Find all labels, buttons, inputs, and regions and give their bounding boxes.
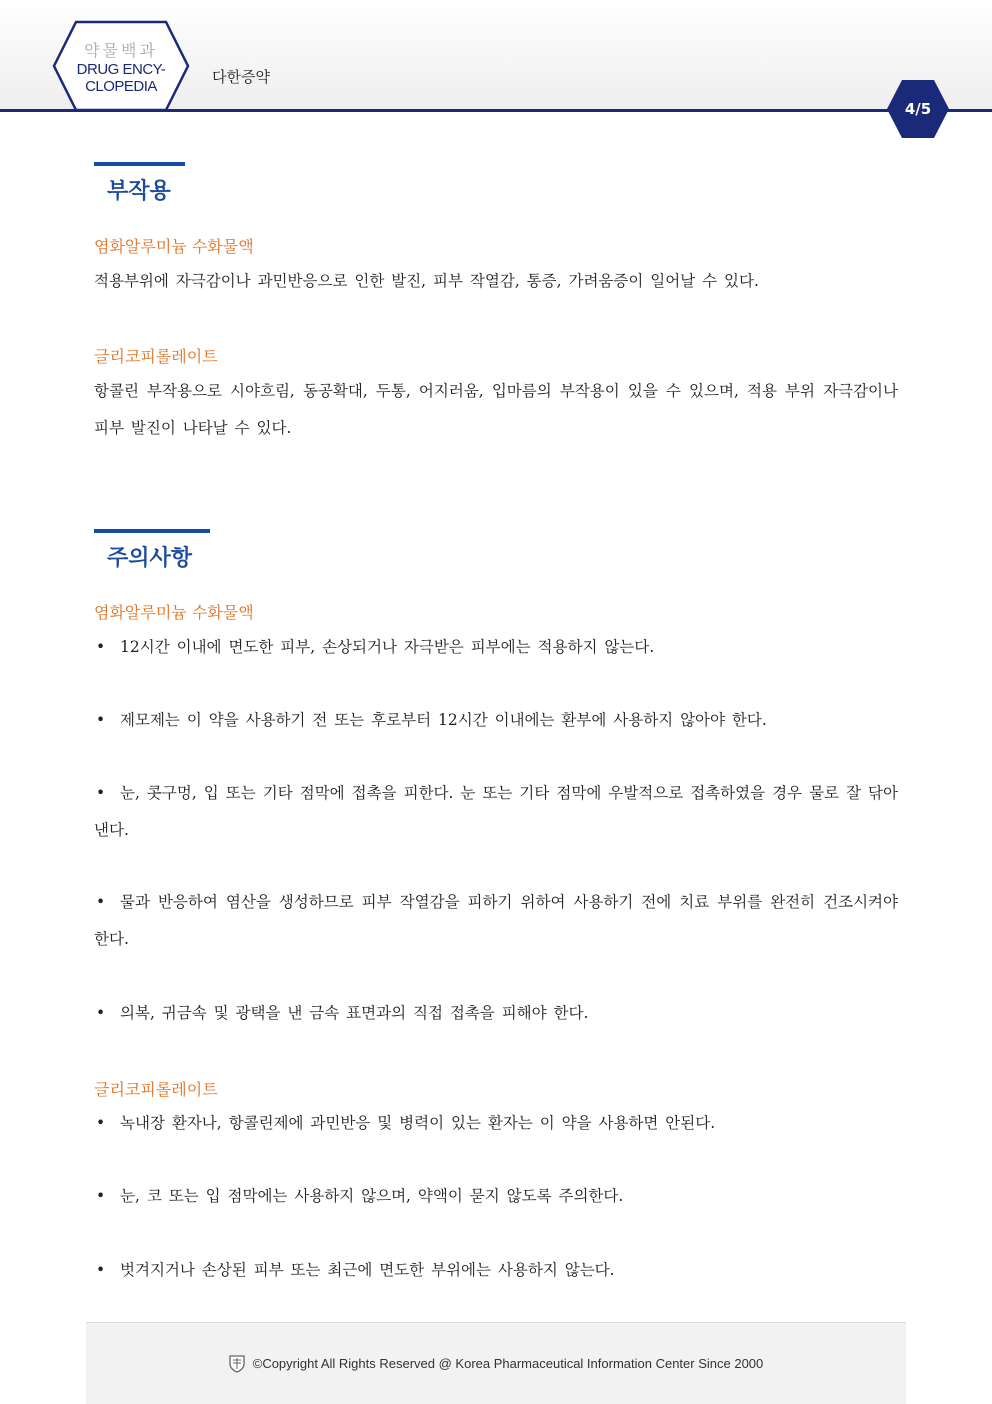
page-indicator: 4/5 [904,100,932,118]
list-item-text: 눈, 코 또는 입 점막에는 사용하지 않으며, 약액이 묻지 않도록 주의한다. [120,1187,624,1205]
bullet: • [96,638,106,656]
subtitle-aluminum-chloride: 염화알루미늄 수화물액 [94,237,254,256]
list-item [94,1178,898,1215]
subtitle-aluminum-chloride: 염화알루미늄 수화물액 [94,603,254,622]
list-item [94,629,898,666]
list-item-text: 녹내장 환자나, 항콜린제에 과민반응 및 병력이 있는 환자는 이 약을 사용하면 안된다. [120,1114,716,1132]
side-effect-text-aluminum-chloride: 적용부위에 자극감이나 과민반응으로 인한 발진, 피부 작열감, 통증, 가려움증이 일어날 수 있다. [94,272,759,290]
bullet: • [96,1187,106,1205]
bullet: • [96,893,106,911]
copyright-text: ©Copyright All Rights Reserved @ Korea Pharmaceutical Information Center Since 2000 [252,1356,764,1371]
footer [86,1322,906,1404]
list-item [94,702,898,739]
list-item [94,775,898,849]
bullet: • [96,1261,106,1279]
list-item [94,884,898,958]
bullet: • [96,1004,106,1022]
logo[interactable] [52,20,190,112]
list-item [94,1252,898,1289]
list-item-text: 12시간 이내에 면도한 피부, 손상되거나 자극받은 피부에는 적용하지 않는다. [120,638,655,656]
section-title-side-effects: 부작용 [107,179,171,204]
logo-korean: 약물백과 [84,41,158,60]
list-item-text: 제모제는 이 약을 사용하기 전 또는 후로부터 12시간 이내에는 환부에 사용하지 않아야 한다. [120,711,767,729]
section-bar-precautions [94,529,210,533]
side-effect-text-glycopyrrolate: 항콜린 부작용으로 시야흐림, 동공확대, 두통, 어지러움, 입마름의 부작용이 있을 수 있으며, 적용 부위 자극감이나 피부 발진이 나타날 수 있다. [94,382,898,437]
bullet: • [96,784,106,802]
list-item [94,1105,898,1142]
list-item [94,995,898,1032]
logo-english-line1: DRUG ENCY- [76,61,166,78]
section-bar-side-effects [94,162,185,166]
logo-english-line2: CLOPEDIA [85,78,157,95]
section-title-precautions: 주의사항 [107,546,193,571]
bullet: • [96,711,106,729]
list-item-text: 눈, 콧구멍, 입 또는 기타 점막에 접촉을 피한다. 눈 또는 기타 점막에 우발적으로 접촉하였을 경우 물로 잘 닦아낸다. [94,784,898,839]
subtitle-glycopyrrolate: 글리코피롤레이트 [94,1080,218,1099]
list-item-text: 벗겨지거나 손상된 피부 또는 최근에 면도한 부위에는 사용하지 않는다. [120,1261,615,1279]
list-item-text: 의복, 귀금속 및 광택을 낸 금속 표면과의 직접 접촉을 피해야 한다. [120,1004,589,1022]
bullet: • [96,1114,106,1132]
list-item-text: 물과 반응하여 염산을 생성하므로 피부 작열감을 피하기 위하여 사용하기 전에 치료 부위를 완전히 건조시켜야 한다. [94,893,898,948]
drug-name: 다한증약 [212,68,270,86]
crest-icon [229,1355,245,1373]
subtitle-glycopyrrolate: 글리코피롤레이트 [94,347,218,366]
